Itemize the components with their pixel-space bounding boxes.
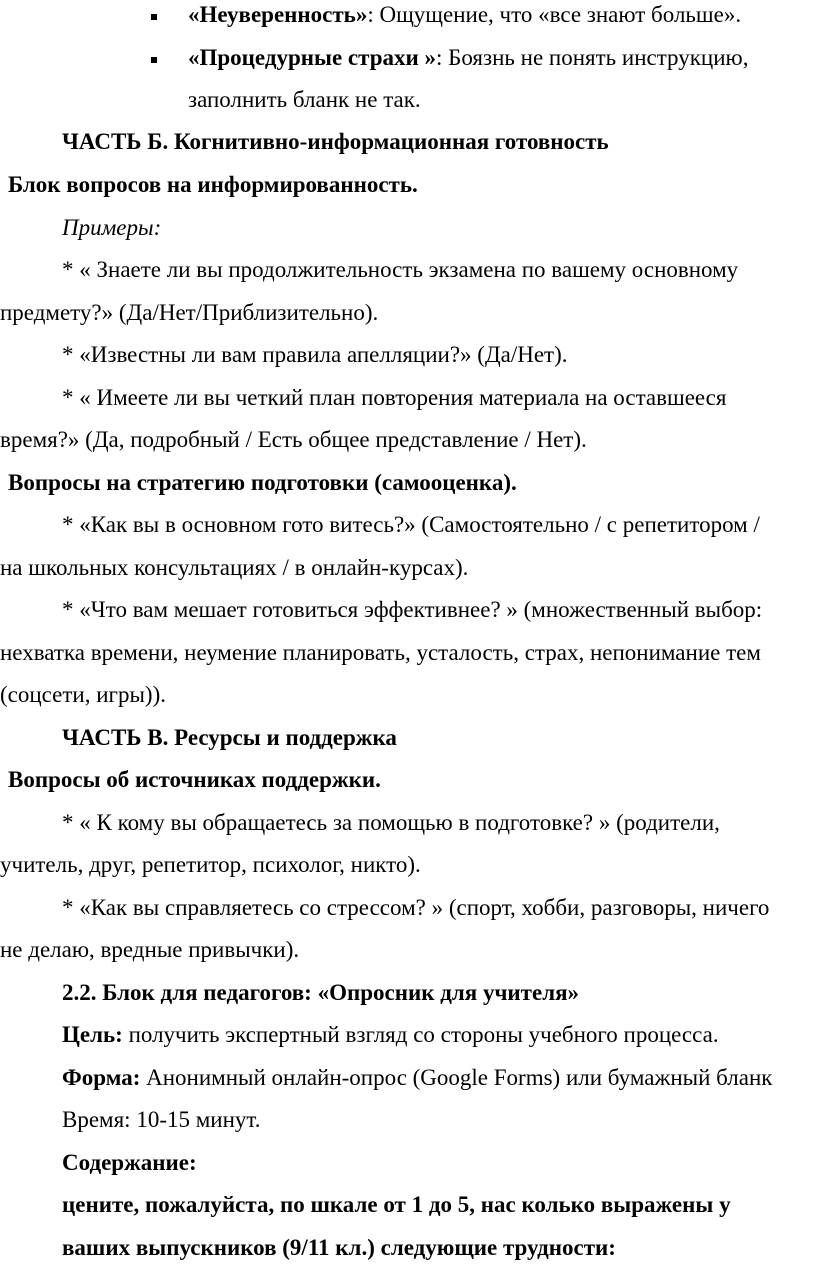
time-line: Время: 10-15 минут. bbox=[62, 1107, 261, 1132]
bullet-marker bbox=[151, 57, 157, 63]
question-line: нехватка времени, неумение планировать, усталость, страх, непонимание тем bbox=[0, 640, 761, 665]
instruction-line: цените, пожалуйста, по шкале от 1 до 5, нас колько выражены у bbox=[62, 1192, 731, 1217]
form-text: Анонимный онлайн-опрос (Google Forms) или бумажный бланк bbox=[140, 1065, 773, 1090]
goal-label: Цель: bbox=[62, 1022, 123, 1047]
question-line: * «Что вам мешает готовиться эффективнее? » (множественный выбор: bbox=[62, 597, 763, 622]
question-line: предмету?» (Да/Нет/Приблизительно). bbox=[0, 300, 379, 325]
bullet-item bbox=[188, 44, 748, 72]
bullet-marker bbox=[151, 14, 157, 20]
bullet-item bbox=[188, 1, 741, 29]
goal-line bbox=[62, 1021, 719, 1049]
bullet-item-continuation: заполнить бланк не так. bbox=[188, 87, 421, 112]
bullet-item-text: : Ощущение, что «все знают больше». bbox=[367, 2, 742, 27]
block-title: Блок вопросов на информированность. bbox=[8, 172, 418, 197]
section-heading: ЧАСТЬ В. Ресурсы и поддержка bbox=[62, 725, 397, 750]
bullet-item-text: : Боязнь не понять инструкцию, bbox=[436, 45, 749, 70]
form-label: Форма: bbox=[62, 1065, 141, 1090]
question-line: на школьных консультациях / в онлайн-курсах). bbox=[0, 555, 469, 580]
question-line: * «Как вы в основном гото витесь?» (Самостоятельно / с репетитором / bbox=[62, 512, 760, 537]
examples-label: Примеры: bbox=[62, 215, 162, 240]
section-heading: ЧАСТЬ Б. Когнитивно-информационная готовность bbox=[62, 129, 609, 154]
question-line: (соцсети, игры)). bbox=[0, 682, 166, 707]
question-line: * « Знаете ли вы продолжительность экзамена по вашему основному bbox=[62, 257, 739, 282]
question-line: учитель, друг, репетитор, психолог, никто). bbox=[0, 852, 421, 877]
bullet-item-term: «Процедурные страхи » bbox=[188, 45, 437, 70]
question-line: не делаю, вредные привычки). bbox=[0, 937, 300, 962]
goal-text: получить экспертный взгляд со стороны учебного процесса. bbox=[122, 1022, 719, 1047]
form-line bbox=[62, 1064, 772, 1092]
block-title: Вопросы об источниках поддержки. bbox=[8, 767, 381, 792]
content-label: Содержание: bbox=[62, 1150, 197, 1175]
question-line: время?» (Да, подробный / Есть общее представление / Нет). bbox=[0, 427, 587, 452]
section-heading: 2.2. Блок для педагогов: «Опросник для учителя» bbox=[62, 980, 580, 1005]
bullet-item-term: «Неуверенность» bbox=[188, 2, 368, 27]
question-line: * « Имеете ли вы четкий план повторения материала на оставшееся bbox=[62, 385, 727, 410]
block-title: Вопросы на стратегию подготовки (самооценка). bbox=[8, 470, 517, 495]
question-line: * «Известны ли вам правила апелляции?» (Да/Нет). bbox=[62, 342, 568, 367]
instruction-line: ваших выпускников (9/11 кл.) следующие трудности: bbox=[62, 1235, 616, 1260]
question-line: * « К кому вы обращаетесь за помощью в подготовке? » (родители, bbox=[62, 810, 720, 835]
question-line: * «Как вы справляетесь со стрессом? » (спорт, хобби, разговоры, ничего bbox=[62, 895, 770, 920]
